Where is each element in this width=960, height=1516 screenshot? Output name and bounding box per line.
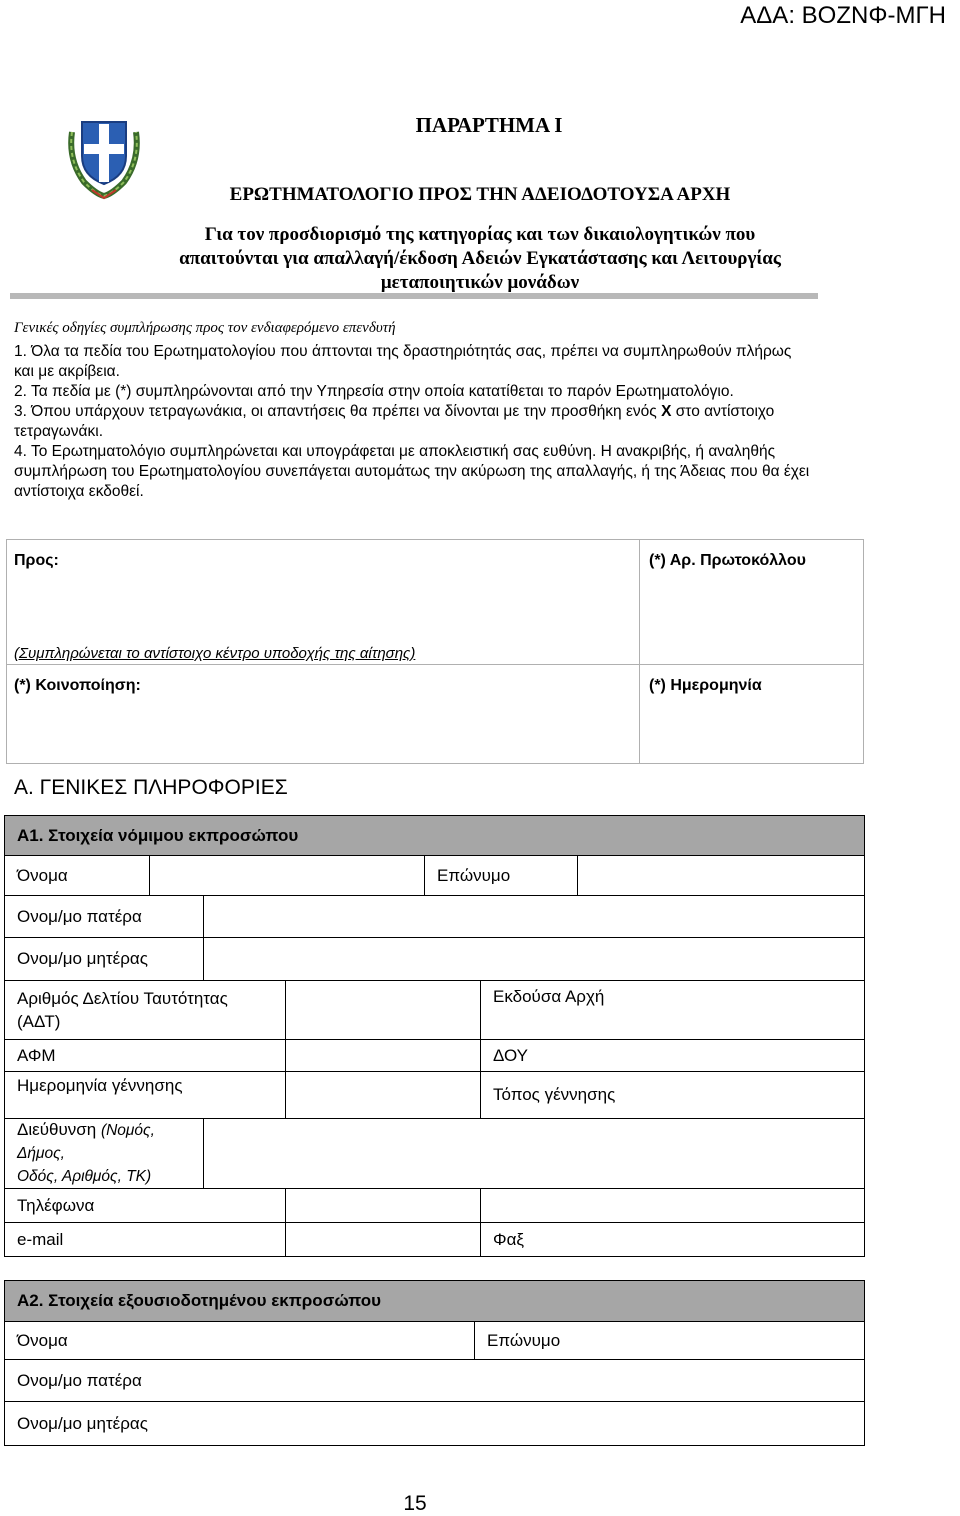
phones-label: Τηλέφωνα <box>5 1189 286 1223</box>
id-number-field[interactable] <box>286 981 481 1040</box>
to-label: Προς: <box>14 552 59 569</box>
email-field[interactable] <box>286 1223 481 1257</box>
fax-label: Φαξ <box>481 1223 865 1257</box>
instructions-heading: Γενικές οδηγίες συμπλήρωσης προς τον ενδιαφερόμενο επενδυτή <box>14 320 396 336</box>
birth-place-label: Τόπος γέννησης <box>481 1072 865 1119</box>
questionnaire-title: ΕΡΩΤΗΜΑΤΟΛΟΓΙΟ ΠΡΟΣ ΤΗΝ ΑΔΕΙΟΔΟΤΟΥΣΑ ΑΡΧΗ <box>229 184 731 205</box>
tax-id-field[interactable] <box>286 1040 481 1072</box>
a2-first-name-label: Όνομα <box>5 1322 475 1360</box>
issuing-authority-label: Εκδούσα Αρχή <box>481 981 865 1040</box>
address-label <box>5 1119 204 1189</box>
email-label: e-mail <box>5 1223 286 1257</box>
father-name-field[interactable] <box>204 896 865 938</box>
notification-label: (*) Κοινοποίηση: <box>14 677 141 694</box>
tax-id-label: ΑΦΜ <box>5 1040 286 1072</box>
birth-date-label: Ημερομηνία γέννησης <box>5 1072 286 1119</box>
questionnaire-subtitle <box>100 223 860 295</box>
tax-office-label: ΔΟΥ <box>481 1040 865 1072</box>
a2-mother-name-label: Ονομ/μο μητέρας <box>5 1402 865 1446</box>
first-name-field[interactable] <box>150 856 425 896</box>
mother-name-field[interactable] <box>204 938 865 981</box>
subtitle-line: μεταποιητικών μονάδων <box>380 272 580 293</box>
page-number: 15 <box>403 1492 427 1515</box>
instruction-text: στο αντίστοιχο τετραγωνάκι. <box>14 403 775 440</box>
last-name-field[interactable] <box>578 856 865 896</box>
a2-header: Α2. Στοιχεία εξουσιοδοτημένου εκπροσώπου <box>5 1281 865 1322</box>
title-divider <box>10 293 818 299</box>
id-number-label: Αριθμός Δελτίου Ταυτότητας (ΑΔΤ) <box>5 981 286 1040</box>
authorized-representative-table <box>4 1280 865 1446</box>
address-hint: Οδός, Αριθμός, ΤΚ) <box>17 1168 152 1185</box>
document-id-code: ΑΔΑ: ΒΟΖΝΦ-ΜΓΗ <box>740 2 946 29</box>
address-label-text: Διεύθυνση <box>17 1120 97 1139</box>
a2-last-name-label: Επώνυμο <box>475 1322 865 1360</box>
section-a-title: Α. ΓΕΝΙΚΕΣ ΠΛΗΡΟΦΟΡΙΕΣ <box>14 776 288 799</box>
legal-representative-table <box>4 815 865 1257</box>
father-name-label: Ονομ/μο πατέρα <box>5 896 204 938</box>
subtitle-line: απαιτούνται για απαλλαγή/έκδοση Αδειών Εγκατάστασης και Λειτουργίας <box>179 248 781 269</box>
protocol-number-label: (*) Αρ. Πρωτοκόλλου <box>649 552 806 569</box>
checkmark-symbol: X <box>661 403 672 420</box>
phones-field[interactable] <box>286 1189 481 1223</box>
address-hint: (Νομός, Δήμος, <box>17 1122 155 1162</box>
instruction-text: 3. Όπου υπάρχουν τετραγωνάκια, οι απαντήσεις θα πρέπει να δίνονται με την προσθήκη ενός <box>14 403 657 420</box>
subtitle-line: Για τον προσδιορισμό της κατηγορίας και των δικαιολογητικών που <box>204 224 756 245</box>
a2-father-name-label: Ονομ/μο πατέρα <box>5 1360 865 1402</box>
a1-header: Α1. Στοιχεία νόμιμου εκπροσώπου <box>5 816 865 856</box>
reception-center-note: (Συμπληρώνεται το αντίστοιχο κέντρο υποδοχής της αίτησης) <box>14 645 416 662</box>
mother-name-label: Ονομ/μο μητέρας <box>5 938 204 981</box>
instruction-item <box>14 402 814 442</box>
address-field[interactable] <box>204 1119 865 1189</box>
instructions-list <box>14 342 814 502</box>
instruction-item: 1. Όλα τα πεδία του Ερωτηματολογίου που άπτονται της δραστηριότητάς σας, πρέπει να συμπληρωθούν πλήρως και με ακρίβεια. <box>14 343 792 380</box>
birth-date-field[interactable] <box>286 1072 481 1119</box>
date-label: (*) Ημερομηνία <box>649 677 762 694</box>
annex-title: ΠΑΡΑΡΤΗΜΑ Ι <box>415 113 563 137</box>
first-name-label: Όνομα <box>5 856 150 896</box>
phones-field-extra[interactable] <box>481 1189 865 1223</box>
last-name-label: Επώνυμο <box>425 856 578 896</box>
instruction-item: 4. Το Ερωτηματολόγιο συμπληρώνεται και υπογράφεται με αποκλειστική σας ευθύνη. Η ανακριβής, ή αναληθής συμπλήρωση του Ερωτηματολογίου συνεπάγεται αυτομάτως την ακύρωση της απαλλαγής, ή της Άδειας που θα έχει αντίστοιχα εκδοθεί. <box>14 443 810 500</box>
instruction-item: 2. Τα πεδία με (*) συμπληρώνονται από την Υπηρεσία στην οποία κατατίθεται το παρόν Ερωτηματολόγιο. <box>14 383 734 400</box>
